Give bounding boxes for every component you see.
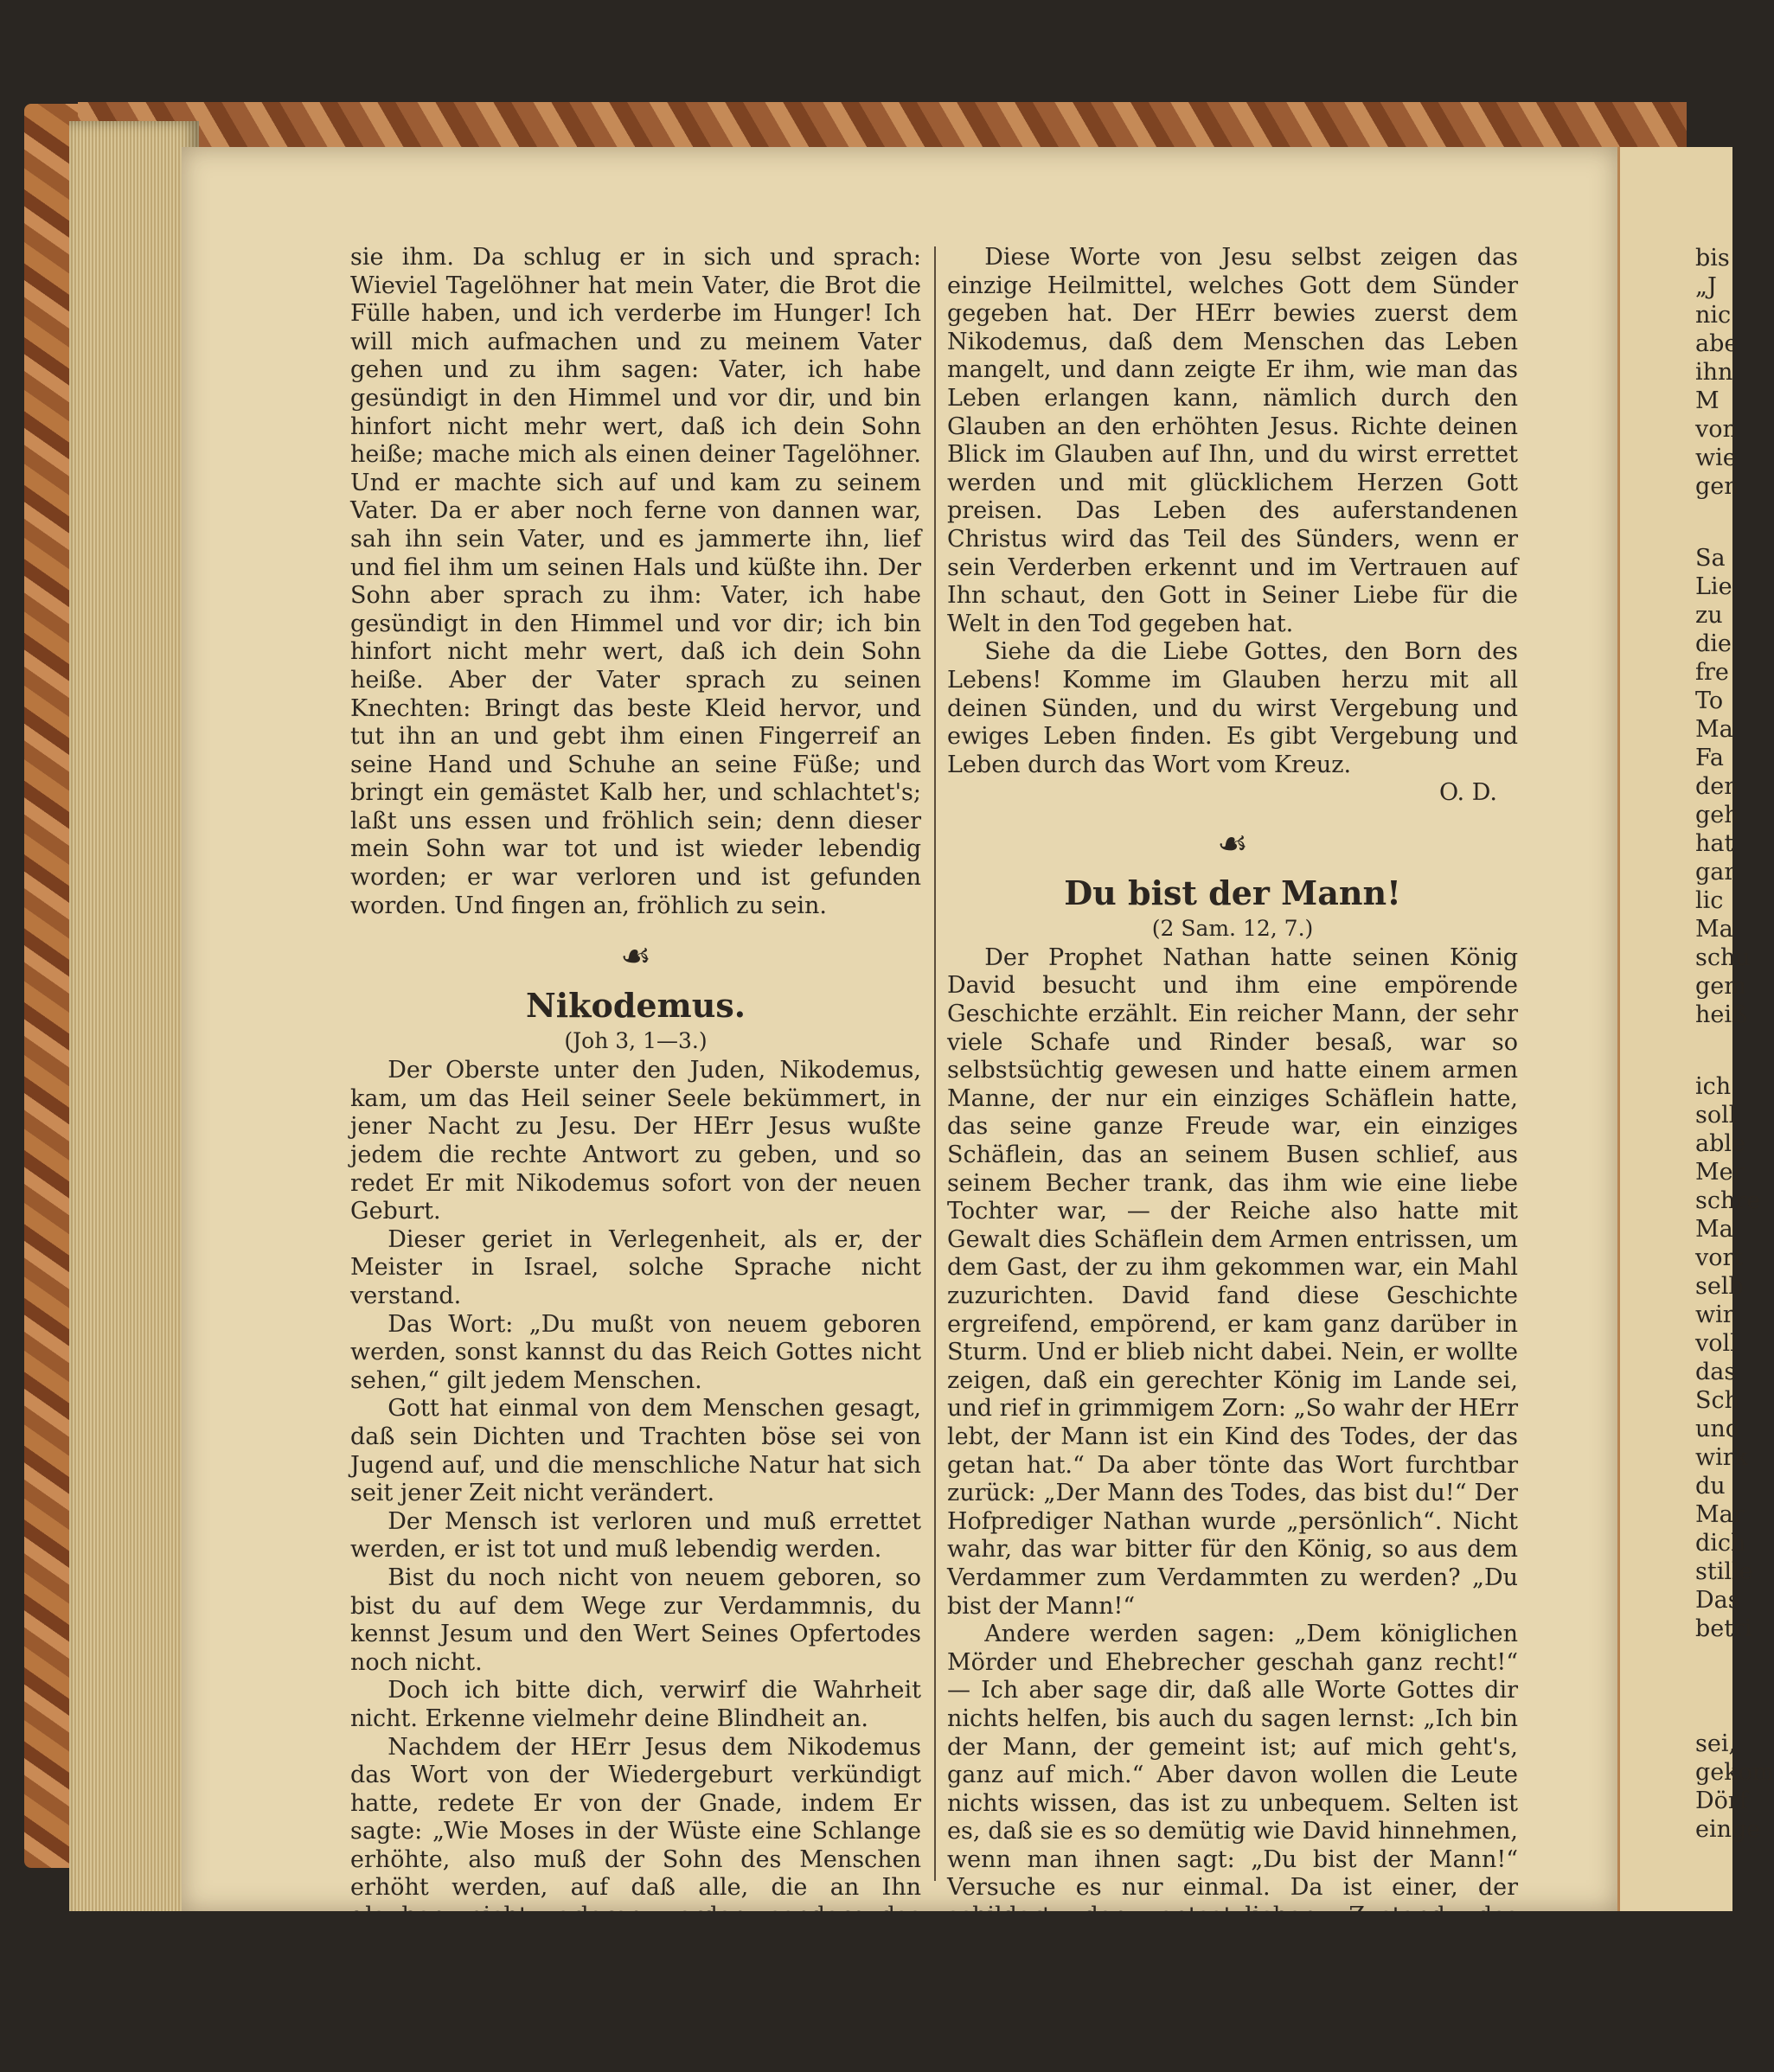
background-bottom [0,1911,1730,2071]
paragraph: Das Wort: „Du mußt von neuem geboren werden, sonst kannst du das Reich Gottes nicht sehen,“ gilt jedem Menschen. [350,1310,921,1394]
paragraph: Gott hat einmal von dem Menschen gesagt, daß sein Dichten und Trachten böse sei von Jugend auf, und die menschliche Natur hat sich seit jener Zeit nicht verändert. [350,1395,921,1507]
paragraph: Der Prophet Nathan hatte seinen König David besucht und ihm eine empörende Geschichte erzählt. Ein reicher Mann, der sehr viele Schafe und Rinder besaß, war so selbstsüchtig gewesen und hatte einem armen Manne, der nur ein einziges Schäflein hatte, das seine ganze Freude war, ein einziges Schäflein, das an seinem Busen schlief, aus seinem Becher trank, das ihm wie eine liebe Tochter war, — der Reiche also hatte mit Gewalt dies Schäflein dem Armen entrissen, um dem Gast, der zu ihm gekommen war, ein Mahl zuzurichten. David fand diese Geschichte ergreifend, empörend, er kam ganz darüber in Sturm. Und er blieb nicht dabei. Nein, er wollte zeigen, daß ein gerechter König im Lande sei, und rief in grimmigem Zorn: „So wahr der HErr lebt, der Mann ist ein Kind des Todes, der das getan hat.“ Da aber tönte das Wort furchtbar zurück: „Der Mann des Todes, das bist du!“ Der Hofprediger Nathan wurde „persönlich“. Nicht wahr, das war bitter für den König, so aus dem Verdammer zum Verdammten zu werden? „Du bist der Mann!“ [947,943,1518,1620]
fragment: geh [1695,802,1739,828]
fleuron-ornament: ☙ [620,937,651,977]
fragment: wir [1695,1301,1734,1328]
column-rule [934,246,936,1881]
fragment: gen [1695,473,1739,500]
paragraph: Andere werden sagen: „Dem königlichen Mörder und Ehebrecher geschah ganz recht!“ — Ich aber sage dir, daß alle Worte Gottes dir nichts helfen, bis auch du sagen lernst: „Ich bin der Mann, der gemeint ist; auf mich geht's, ganz auf mich.“ Aber davon wollen die Leute nichts wissen, das ist zu unbequem. Selten ist es, daß sie es so demütig wie David hinnehmen, wenn man ihnen sagt: „Du bist der Mann!“ Versuche es nur einmal. Da ist einer, der [947,1621,1518,1902]
paragraph: Nachdem der HErr Jesus dem Nikodemus das Wort von der Wiedergeburt verkündigt hatte, redete Er von der Gnade, indem Er sagte: „Wie Moses in der Wüste eine Schlange erhöhte, also muß der Sohn des Menschen erhöht werden, auf daß alle, die an Ihn [350,1733,921,1902]
fragment: Mer [1695,1159,1745,1186]
article-reference: (2 Sam. 12, 7.) [1151,915,1314,941]
fragment: M [1695,387,1720,414]
fragment: Dörf [1695,1787,1748,1814]
fragment: Fa [1695,745,1724,771]
fleuron-ornament: ☙ [1217,823,1248,864]
parable-text: sie ihm. Da schlug er in sich und sprach: Wieviel Tagelöhner hat mein Vater, die Brot die Fülle haben, und ich verderbe im Hunger! Ich will mich aufmachen und zu meinem Vater gehen und zu ihm sagen: Vater, ich habe gesündigt in den Himmel und vor dir, und bin hinfort nicht mehr wert, daß ich dein Sohn heiße; mache mich als einen deiner Tagelöhner. Und er machte sich auf und kam zu seinem Vater. Da er aber noch ferne von dannen war, sah ihn sein Vater, und es jammerte ihn, lief und fiel ihm um seinen Hals und küßte ihn. Der Sohn aber sprach zu ihm: Vater, ich habe gesündigt in den Himmel und vor dir; ich bin hinfort nicht mehr wert, daß ich dein Sohn heiße. Aber der Vater sprach zu seinen Knechten: Bringt das beste Kleid hervor, und tut ihn an und gebt ihm einen Fingerreif an seine Hand und Schuhe an seine Füße; und bringt ein gemästet Kalb her, und schlachtet's; laßt uns essen und fröhlich sein; denn dieser mein Sohn war tot und ist wieder lebendig worden; er war verloren und ist gefunden worden. Und fingen an, fröhlich zu sein. [350,244,921,919]
fragment: dich [1695,1530,1746,1557]
page-edges [69,121,199,1928]
fragment: abe [1695,330,1739,357]
fragment: betri [1695,1615,1752,1642]
article-reference: (Joh 3, 1—3.) [564,1028,708,1054]
fragment: zu [1695,602,1723,629]
fragment: und [1695,1416,1741,1442]
fragment: ich [1695,1073,1732,1100]
fragment: Ma [1695,716,1733,743]
fragment: schre [1695,1187,1761,1214]
fragment: Das [1695,1587,1740,1614]
fragment: ihn [1695,359,1733,386]
fragment: nic [1695,302,1732,329]
fragment: sei, [1695,1730,1737,1757]
book-cover-top-edge [78,102,1687,154]
fragment: lic [1695,887,1724,914]
fragment: einge [1695,1816,1761,1843]
fragment: Sa [1695,545,1726,572]
fragment: Mar [1695,1501,1745,1528]
fragment: selb [1695,1273,1744,1300]
fragment: bis [1695,245,1730,272]
fragment: hat [1695,830,1734,857]
fragment: soll [1695,1102,1737,1129]
fragment: able [1695,1130,1745,1157]
fragment: stille [1695,1558,1753,1585]
article-title-nikodemus: Nikodemus. [525,986,746,1026]
paragraph: Doch ich bitte dich, verwirf die Wahrheit nicht. Erkenne vielmehr deine Blindheit an. [350,1677,921,1732]
paragraph: Der Oberste unter den Juden, Nikodemus, kam, um das Heil seiner Seele bekümmert, in jener Nacht zu Jesu. Der HErr Jesus wußte jedem die rechte Antwort zu geben, und so redet Er mit Nikodemus sofort von der neuen Geburt. [350,1057,921,1225]
fragment: das [1695,1359,1737,1385]
fragment: Ma [1695,916,1733,943]
fragment: Ma [1695,1216,1733,1243]
fragment: voll [1695,1330,1738,1357]
paragraph: Diese Worte von Jesu selbst zeigen das einzige Heilmittel, welches Gott dem Sünder gegeben hat. Der HErr bewies zuerst dem Nikodemus, daß dem Menschen das Leben mangelt, und dann zeigte Er ihm, wie man das Leben erlangen kann, nämlich durch den Glauben an den erhöhten Jesus. Richte deinen Blick im Glauben auf Ihn, und du wirst errettet werden und mit glücklichem Herzen Gott preisen. Das Leben des auferstandenen Christus wird das Teil des Sünders, wenn er sein Verderben erkennt und im Vertrauen auf Ihn schaut, den Gott in Seiner Liebe für die Welt in den Tod gegeben hat. [947,244,1518,637]
fragment: heiß [1695,1001,1748,1028]
fragment: gekom [1695,1759,1774,1786]
fragment: Lie [1695,573,1732,600]
fragment: von [1695,416,1738,443]
fragment: den [1695,773,1739,800]
paragraph: Siehe da die Liebe Gottes, den Born des Lebens! Komme im Glauben herzu mit all deinen Sünden, und du wirst Vergebung und ewiges Leben finden. Es gibt Vergebung und Leben durch das Wort vom Kreuz. [947,638,1518,778]
fragment: Sch [1695,1387,1740,1414]
fragment: fre [1695,659,1729,686]
fragment: wirk [1695,1444,1749,1471]
paragraph: Der Mensch ist verloren und muß errettet werden, er ist tot und muß lebendig werden. [350,1507,921,1564]
fragment: To [1695,687,1724,714]
fragment: die [1695,630,1732,657]
fragment: schu [1695,944,1751,971]
fragment: vort [1695,1244,1744,1271]
facing-page-fragments [1695,244,1774,1844]
fragment: gar [1695,859,1736,886]
right-column [947,244,1518,2072]
fragment: wie [1695,444,1737,471]
author-signature: O. D. [1439,779,1497,807]
paragraph: Dieser geriet in Verlegenheit, als er, der Meister in Israel, solche Sprache nicht verstand. [350,1225,921,1309]
paragraph: Bist du noch nicht von neuem geboren, so bist du auf dem Wege zur Verdammnis, du kennst Jesum und den Wert Seines Opfertodes noch nicht. [350,1564,921,1676]
left-column [350,244,921,2043]
fragment: „J [1695,273,1717,300]
fragment: du [1695,1473,1726,1500]
article-title-du-bist-der-mann: Du bist der Mann! [1064,873,1401,912]
fragment: gem [1695,973,1746,1000]
